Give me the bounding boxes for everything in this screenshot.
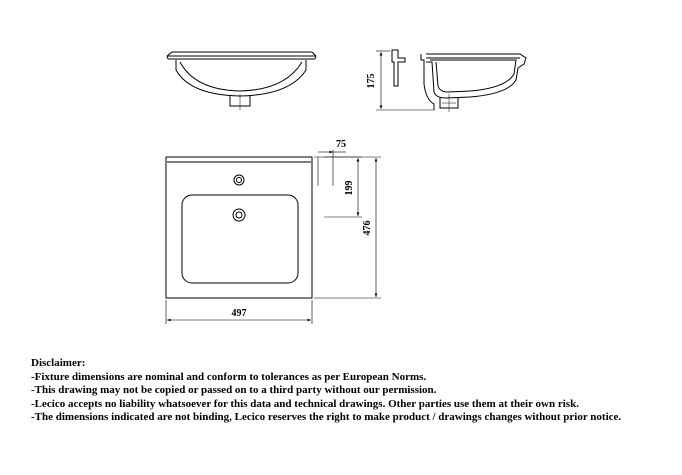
- front-elevation-view: [167, 52, 316, 110]
- disclaimer-title: Disclaimer:: [31, 357, 86, 369]
- dim-199-extension: [324, 157, 362, 217]
- dim-75-extension: [318, 150, 333, 186]
- dim-497-label: 497: [231, 308, 247, 319]
- disclaimer-block: [31, 357, 681, 425]
- front-rim-top: [167, 52, 316, 59]
- plan-tap-hole-inner: [237, 178, 242, 183]
- dim-75-label: 75: [336, 139, 346, 150]
- side-waste-center: [442, 94, 456, 112]
- plan-outline: [166, 157, 312, 298]
- dim-476-label: 476: [362, 220, 373, 236]
- side-elevation-view: [376, 50, 526, 112]
- plan-waste-hole: [233, 209, 245, 221]
- dim-175-label: 175: [366, 73, 377, 89]
- disclaimer-line: -This drawing may not be copied or passed on to a third party without our permission.: [31, 384, 437, 397]
- front-bowl-inner: [180, 62, 302, 91]
- side-tap-deck: [392, 50, 405, 86]
- plan-waste-hole-inner: [236, 212, 242, 218]
- disclaimer-line: -Fixture dimensions are nominal and conform to tolerances as per European Norms.: [31, 370, 427, 383]
- disclaimer-line: -Lecico accepts no liability whatsoever for this data and technical drawings. Other parties use them at their own risk.: [31, 397, 579, 410]
- plan-tap-hole: [234, 175, 244, 185]
- side-bowl-profile: [426, 54, 526, 98]
- disclaimer-line: -The dimensions indicated are not binding, Lecico reserves the right to make product / drawings changes without prior notice.: [31, 411, 622, 424]
- side-bowl-inner: [430, 60, 516, 92]
- plan-bowl: [182, 195, 298, 283]
- dim-199-label: 199: [344, 180, 355, 196]
- plan-view: [166, 157, 312, 298]
